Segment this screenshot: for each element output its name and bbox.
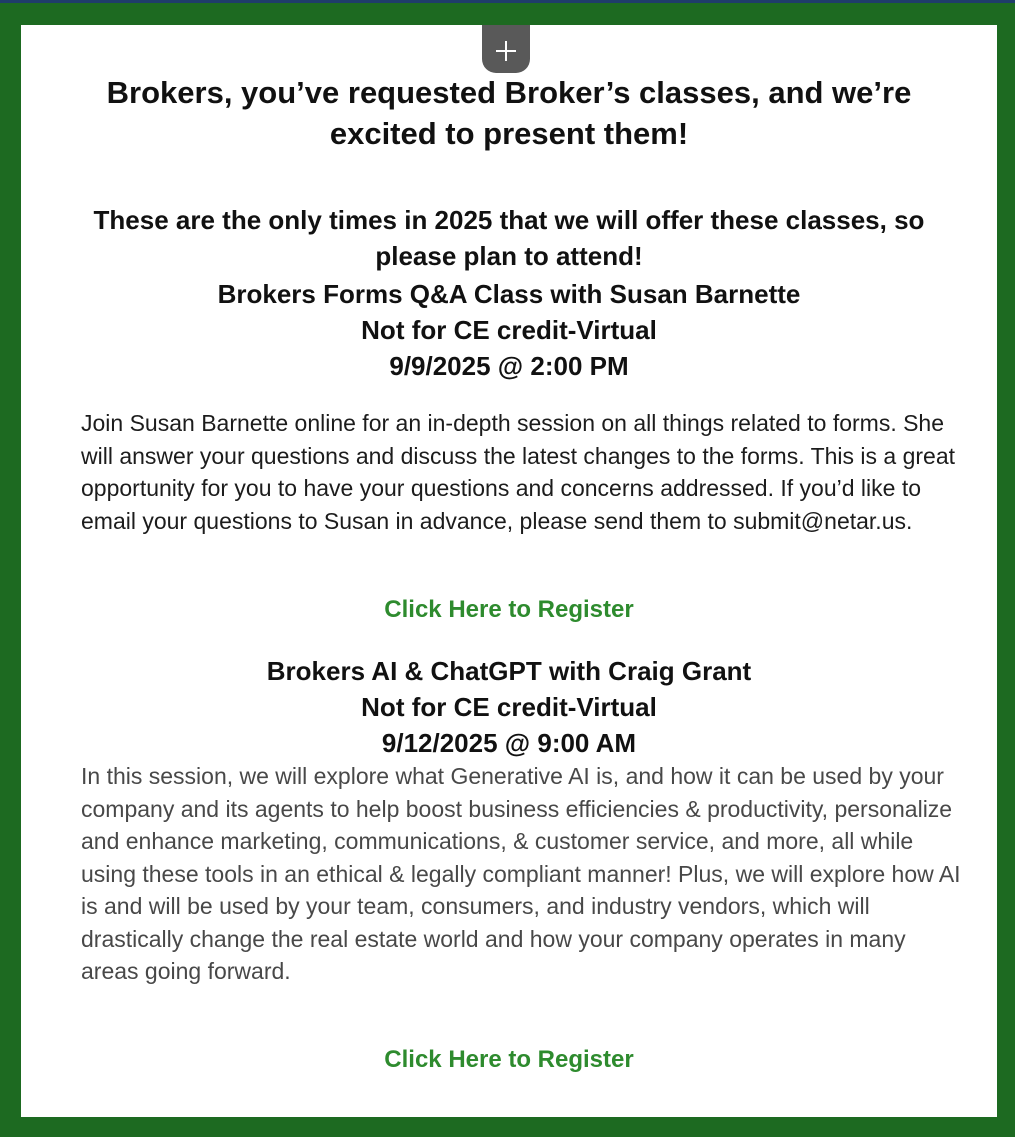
page-headline: Brokers, you’ve requested Broker’s classes, and we’re excited to present them! (106, 75, 912, 151)
top-border (0, 0, 1015, 3)
class-2-datetime: 9/12/2025 @ 9:00 AM (381, 728, 637, 758)
class-1-description: Join Susan Barnette online for an in-depth session on all things related to forms. She will answer your questions and discuss the latest changes to the forms. This is a great opportunity for you to have your questions and concerns addressed. If you’d like to email your questions to Susan in advance, please send them to submit@netar.us. (81, 410, 956, 534)
class-2-register-link[interactable]: Click Here to Register (384, 1046, 634, 1073)
class-2-description: In this session, we will explore what Generative AI is, and how it can be used by your company and its agents to help boost business efficiencies & productivity, personalize and enhance marketing, communications, & customer service, and more, all while using these tools in an ethical & legally compliant manner! Plus, we will explore how AI is and will be used by your team, consumers, and industry vendors, which will drastically change the real estate world and how your company operates in many areas going forward. (81, 763, 961, 984)
class-2-credit: Not for CE credit-Virtual (361, 692, 657, 722)
class-2-title: Brokers AI & ChatGPT with Craig Grant (266, 656, 752, 686)
class-1-register-link[interactable]: Click Here to Register (384, 596, 634, 623)
class-1-header (81, 276, 937, 384)
class-2-register (81, 1043, 937, 1077)
class-1-credit: Not for CE credit-Virtual (361, 315, 657, 345)
page-subheadline: These are the only times in 2025 that we will offer these classes, so please plan to attend! (93, 205, 925, 271)
content-card (21, 25, 997, 1117)
class-1-datetime: 9/9/2025 @ 2:00 PM (389, 351, 629, 381)
plus-icon-vertical (505, 41, 507, 61)
class-2-header (81, 653, 937, 761)
class-1-register (81, 593, 937, 627)
class-1-title: Brokers Forms Q&A Class with Susan Barnette (217, 279, 801, 309)
add-section-button[interactable] (482, 25, 530, 73)
